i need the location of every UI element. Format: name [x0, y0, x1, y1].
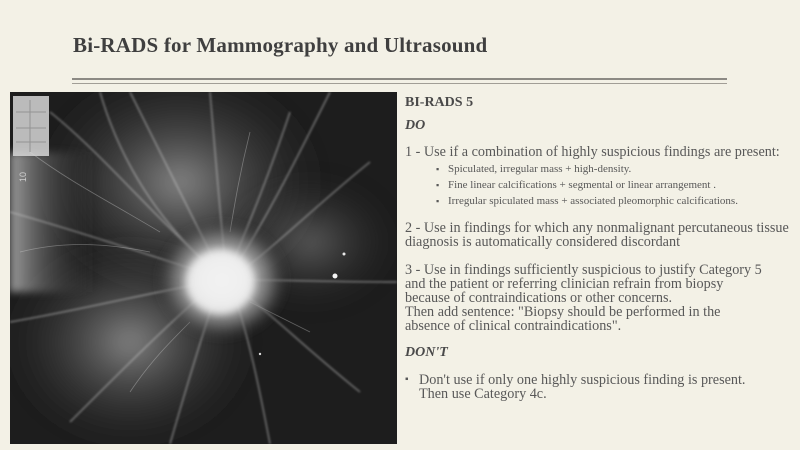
section-heading: BI-RADS 5: [405, 95, 474, 110]
do-item-1: 1 - Use if a combination of highly suspicious findings are present:: [405, 144, 780, 160]
item3-note-line: Then add sentence: "Biopsy should be performed in the: [405, 304, 721, 320]
item3-line: 3 - Use in findings sufficiently suspicious to justify Category 5: [405, 262, 762, 278]
do-item-2: 2 - Use in findings for which any nonmalignant percutaneous tissue diagnosis is automatically considered discordant: [405, 220, 789, 250]
title-divider: [72, 78, 727, 80]
do-item-1-sublist: [436, 161, 795, 209]
mammogram-graphic: [10, 92, 397, 444]
do-heading: DO: [405, 118, 426, 133]
dont-line: ▪ Don't use if only one highly suspicious finding is present.: [419, 372, 746, 388]
list-item: [405, 373, 795, 401]
dont-line: Then use Category 4c.: [419, 386, 547, 402]
list-item: ▪ Spiculated, irregular mass + high-density.: [436, 161, 795, 177]
title-divider-thin: [72, 83, 727, 84]
do-item-3: [405, 263, 795, 333]
item3-note-line: absence of clinical contraindications".: [405, 318, 622, 334]
dont-list: [405, 373, 795, 401]
image-marker: 10: [18, 171, 28, 182]
item3-line: and the patient or referring clinician refrain from biopsy: [405, 276, 724, 292]
film-label: [13, 96, 49, 156]
page-title: Bi-RADS for Mammography and Ultrasound: [73, 33, 488, 57]
dont-heading: DON'T: [405, 345, 448, 360]
item3-line: because of contraindications or other concerns.: [405, 290, 673, 306]
birads-content: [405, 96, 795, 401]
list-item: ▪ Irregular spiculated mass + associated pleomorphic calcifications.: [436, 193, 795, 209]
list-item: ▪ Fine linear calcifications + segmental or linear arrangement .: [436, 177, 795, 193]
mammogram-image: [10, 92, 397, 444]
